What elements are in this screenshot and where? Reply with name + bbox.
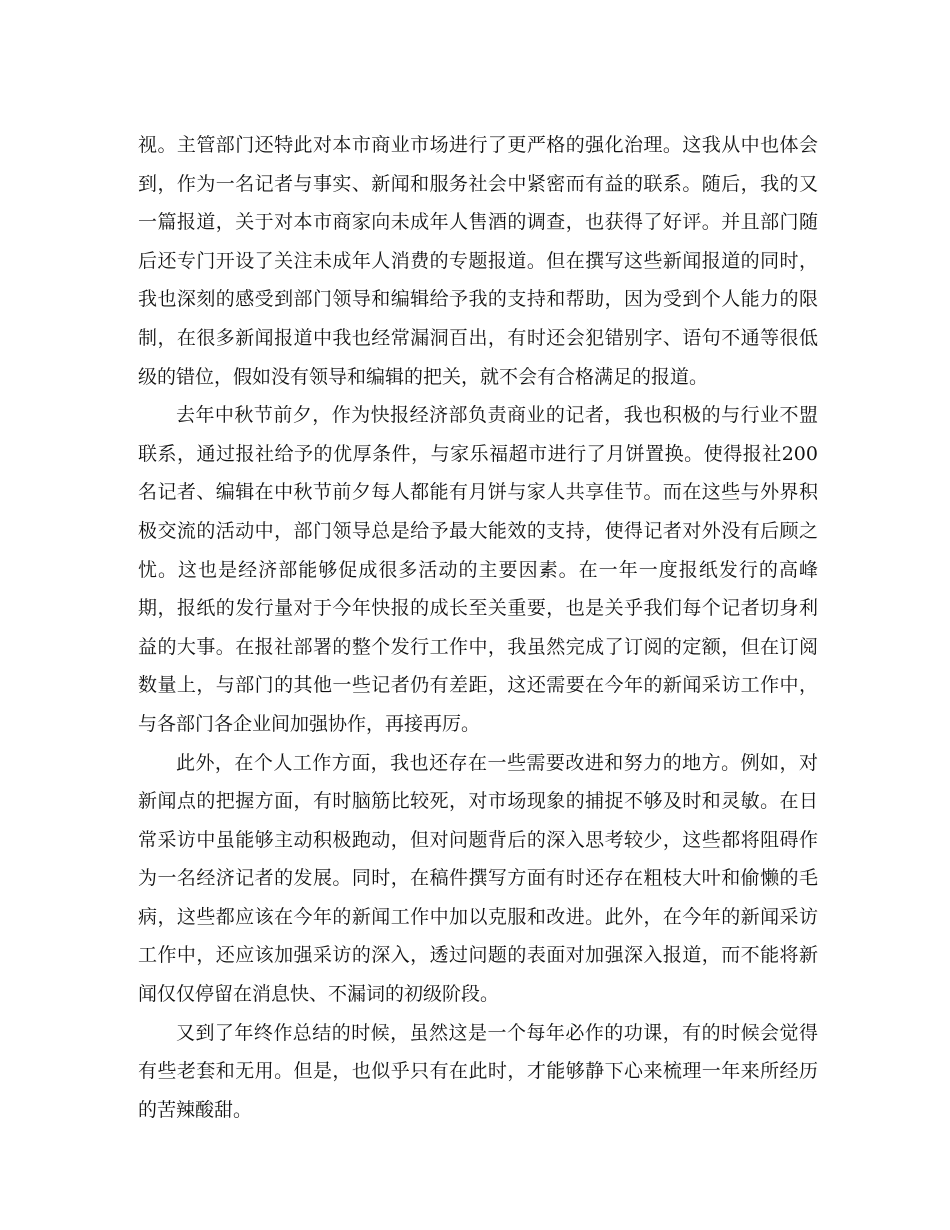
paragraph-3: 此外，在个人工作方面，我也还存在一些需要改进和努力的地方。例如，对新闻点的把握方面，有时脑筋比较死，对市场现象的捕捉不够及时和灵敏。在日常采访中虽能够主动积极跑动，但对问题背后的深入思考较少，这些都将阻碍作为一名经济记者的发展。同时，在稿件撰写方面有时还存在粗枝大叶和偷懒的毛病，这些都应该在今年的新闻工作中加以克服和改进。此外，在今年的新闻采访工作中，还应该加强采访的深入，透过问题的表面对加强深入报道，而不能将新闻仅仅停留在消息快、不漏词的初级阶段。 (138, 751, 818, 1006)
paragraph-1: 视。主管部门还特此对本市商业市场进行了更严格的强化治理。这我从中也体会到，作为一名记者与事实、新闻和服务社会中紧密而有益的联系。随后，我的又一篇报道，关于对本市商家向未成年人售酒的调查，也获得了好评。并且部门随后还专门开设了关注未成年人消费的专题报道。但在撰写这些新闻报道的同时，我也深刻的感受到部门领导和编辑给予我的支持和帮助，因为受到个人能力的限制，在很多新闻报道中我也经常漏洞百出，有时还会犯错别字、语句不通等很低级的错位，假如没有领导和编辑的把关，就不会有合格满足的报道。 (138, 134, 818, 388)
paragraph-2: 去年中秋节前夕，作为快报经济部负责商业的记者，我也积极的与行业不盟联系，通过报社给予的优厚条件，与家乐福超市进行了月饼置换。使得报社200名记者、编辑在中秋节前夕每人都能有月饼与家人共享佳节。而在这些与外界积极交流的活动中，部门领导总是给予最大能效的支持，使得记者对外没有后顾之忧。这也是经济部能够促成很多活动的主要因素。在一年一度报纸发行的高峰期，报纸的发行量对于今年快报的成长至关重要，也是关乎我们每个记者切身利益的大事。在报社部署的整个发行工作中，我虽然完成了订阅的定额，但在订阅数量上，与部门的其他一些记者仍有差距，这还需要在今年的新闻采访工作中，与各部门各企业间加强协作，再接再厉。 (138, 404, 818, 735)
paragraph-4: 又到了年终作总结的时候，虽然这是一个每年必作的功课，有的时候会觉得有些老套和无用。但是，也似乎只有在此时，才能够静下心来梳理一年来所经历的苦辣酸甜。 (138, 1021, 818, 1121)
document-body (138, 126, 818, 1129)
